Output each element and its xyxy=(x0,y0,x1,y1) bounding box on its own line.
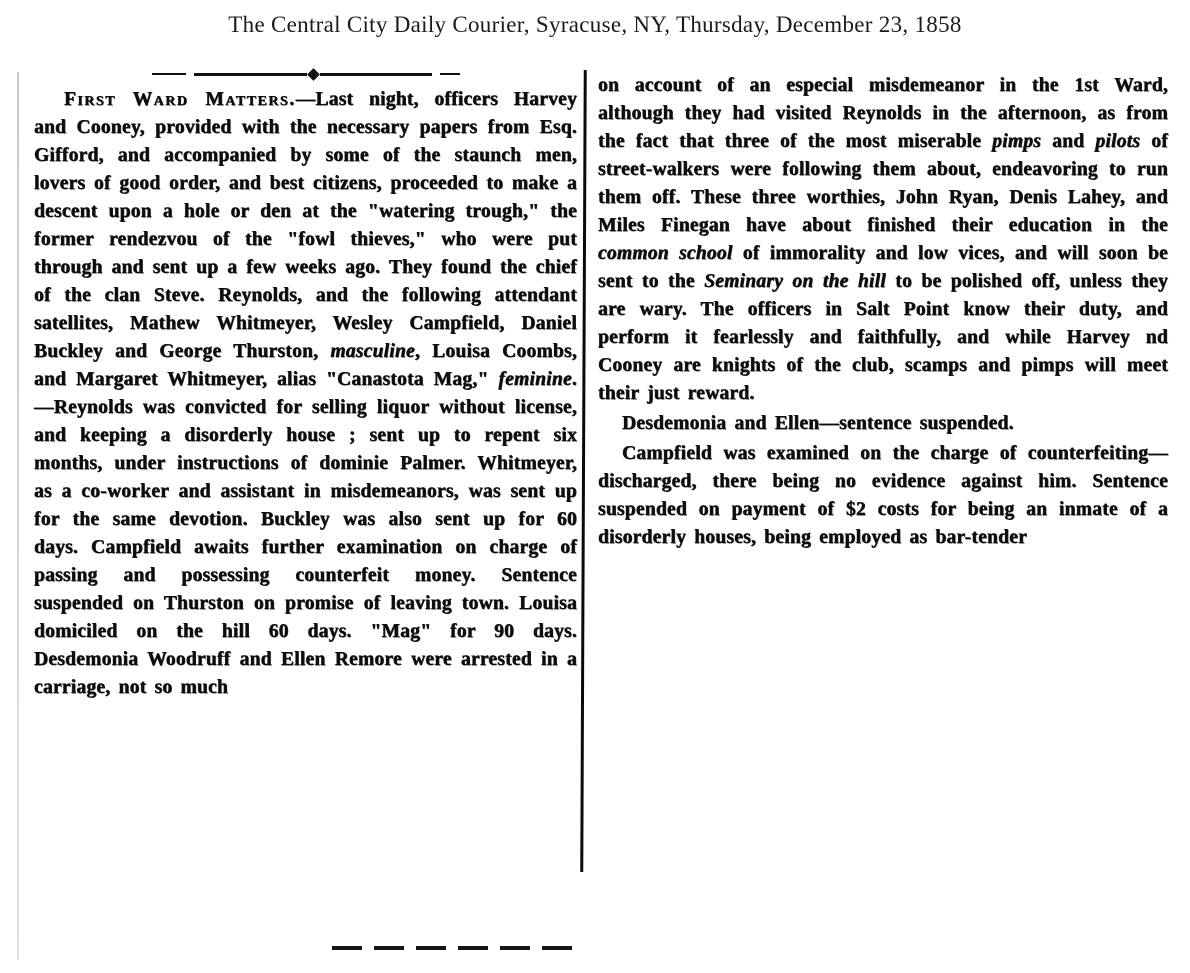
article-paragraph-right-2: Desdemonia and Ellen—sentence suspended. xyxy=(622,413,1014,434)
article-paragraph-right-3: Campfield was examined on the charge of counterfeiting—discharged, there being no evidence against him. Sentence suspended on payment of $2 costs for being an inmate of a disorderly houses, being employed as bar-tender xyxy=(598,443,1168,548)
left-edge-scan-line xyxy=(17,72,19,960)
text-segment-italic: Seminary on the hill xyxy=(704,271,886,292)
text-segment: .—Reynolds was convicted for selling liquor without license, and keeping a disorderly house ; sent up to repent six months, under instructions of dominie Palmer. Whitmeyer, as a co-worker and assistant in misdemeanors, was sent up for the same devotion. Buckley was also sent up for 60 days. Campfield awaits further examination on charge of passing and possessing counterfeit money. Sentence suspended on Thurston on promise of leaving town. Louisa domiciled on the hill 60 days. "Mag" for 90 days. Desdemonia Woodruff and Ellen Remore were arrested in a carriage, not so much xyxy=(34,369,577,698)
text-segment: —Last night, officers Harvey and Cooney, provided with the necessary papers from Esq. Gifford, and accompanied by some of the staunch men, lovers of good order, and best citizens, proceeded to make a descent upon a hole or den at the "watering trough," the former rendezvou of the "fowl thieves," who were put through and sent up a few weeks ago. They found the chief of the clan Steve. Reynolds, and the following attendant satellites, Mathew Whitmeyer, Wesley Campfield, Daniel Buckley and George Thurston, xyxy=(34,89,577,362)
text-segment: and xyxy=(1041,131,1096,152)
column-divider xyxy=(580,70,586,872)
text-segment-italic: common school xyxy=(598,243,733,264)
rule-segment xyxy=(440,73,460,75)
rule-segment xyxy=(152,73,186,75)
diamond-ornament xyxy=(307,68,320,81)
bottom-partial-rule xyxy=(332,946,580,950)
article-paragraph-left xyxy=(34,86,577,702)
text-segment: on account of an especial misdemeanor in the 1st Ward, although they had visited Reynolds in the afternoon, as from the fact that three of the most miserable xyxy=(598,75,1168,152)
right-column xyxy=(598,72,1168,554)
text-segment: of immorality and low vices, and will soon be sent to the xyxy=(598,243,1168,292)
text-segment: , Louisa Coombs, and Margaret Whitmeyer, alias "Canastota Mag," xyxy=(34,341,577,390)
text-segment-italic: pilots xyxy=(1095,131,1141,152)
decorative-rule xyxy=(152,70,460,78)
article-paragraph-right-1 xyxy=(598,72,1168,408)
text-segment: of street-walkers were following them about, endeavoring to run them off. These three worthies, John Ryan, Denis Lahey, and Miles Finegan have about finished their education in the xyxy=(598,131,1168,236)
text-segment-italic: masculine xyxy=(330,341,415,362)
left-column xyxy=(34,68,577,702)
text-segment: to be polished off, unless they are wary. The officers in Salt Point know their duty, and perform it fearlessly and faithfully, and while Harvey nd Cooney are knights of the club, scamps and pimps will meet their just reward. xyxy=(598,271,1168,404)
rule-segment xyxy=(320,73,433,76)
page-title: The Central City Daily Courier, Syracuse, NY, Thursday, December 23, 1858 xyxy=(228,12,962,37)
rule-segment xyxy=(194,73,307,76)
newspaper-clipping xyxy=(0,62,1190,973)
text-segment-italic: feminine xyxy=(498,369,572,390)
page-header xyxy=(0,12,1190,38)
text-segment-italic: pimps xyxy=(992,131,1042,152)
article-lead-in: First Ward Matters. xyxy=(64,89,296,110)
